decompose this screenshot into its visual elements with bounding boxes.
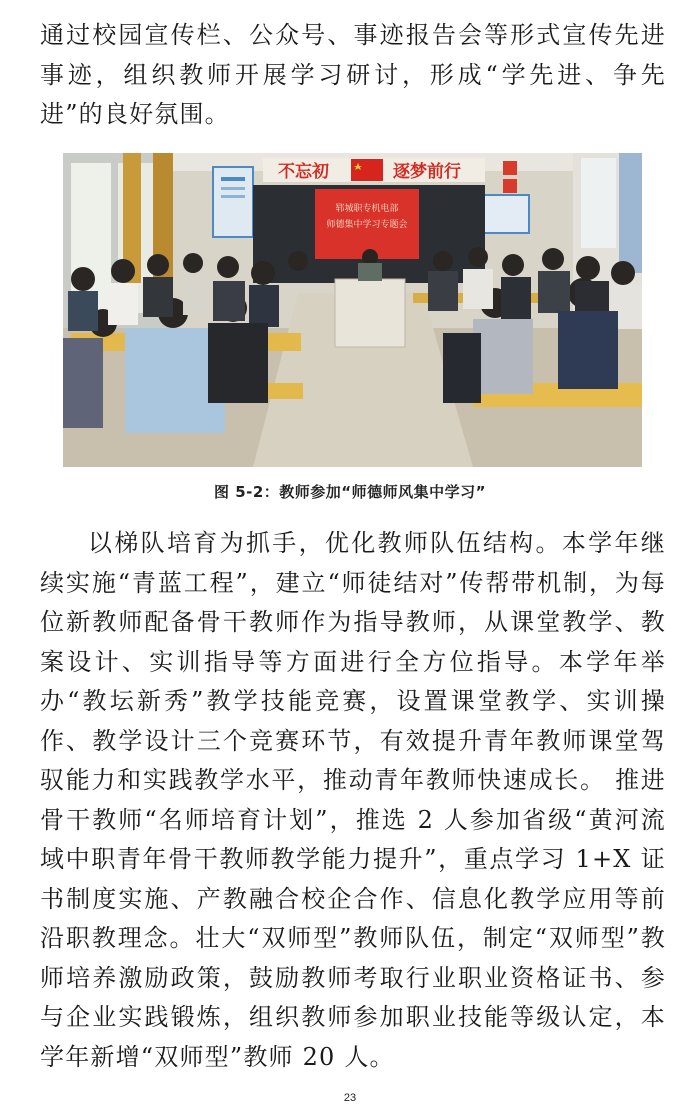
figure-caption: 图 5-2：教师参加“师德师风集中学习” bbox=[213, 483, 487, 501]
meeting-photo bbox=[63, 153, 642, 467]
screen-line-1: 郓城职专机电部 bbox=[335, 204, 399, 214]
intro-paragraph: 通过校园宣传栏、公众号、事迹报告会等形式宣传先进事迹，组织教师开展学习研讨，形成“学先进、争先进”的良好氛围。 bbox=[40, 21, 666, 128]
banner-left-text: 不忘初 bbox=[278, 162, 329, 182]
screen-line-2: 师德集中学习专题会 bbox=[326, 220, 408, 230]
body-paragraph: 以梯队培育为抓手，优化教师队伍结构。本学年继续实施“青蓝工程”，建立“师徒结对”传帮带机制，为每位新教师配备骨干教师作为指导教师，从课堂教学、教案设计、实训指导等方面进行全方位指导。本学年举办“教坛新秀”教学技能竞赛，设置课堂教学、实训操作、教学设计三个竞赛环节，有效提升青年教师课堂驾驭能力和实践教学水平，推动青年教师快速成长。 推进骨干教师“名师培育计划”，推选 2 人参加省级“黄河流域中职青年骨干教师教学能力提升”，重点学习 1+X 证书制度实施、产教融合校企合作、信息化教学应用等前沿职教理念。壮大“双师型”教师队伍，制定“双师型”教师培养激励政策，鼓励教师考取行业职业资格证书、参与企业实践锻炼，组织教师参加职业技能等级认定，本学年新增“双师型”教师 20 人。 bbox=[40, 529, 666, 1071]
banner-right-text: 逐梦前行 bbox=[393, 162, 461, 182]
page-number: 23 bbox=[343, 1092, 357, 1104]
